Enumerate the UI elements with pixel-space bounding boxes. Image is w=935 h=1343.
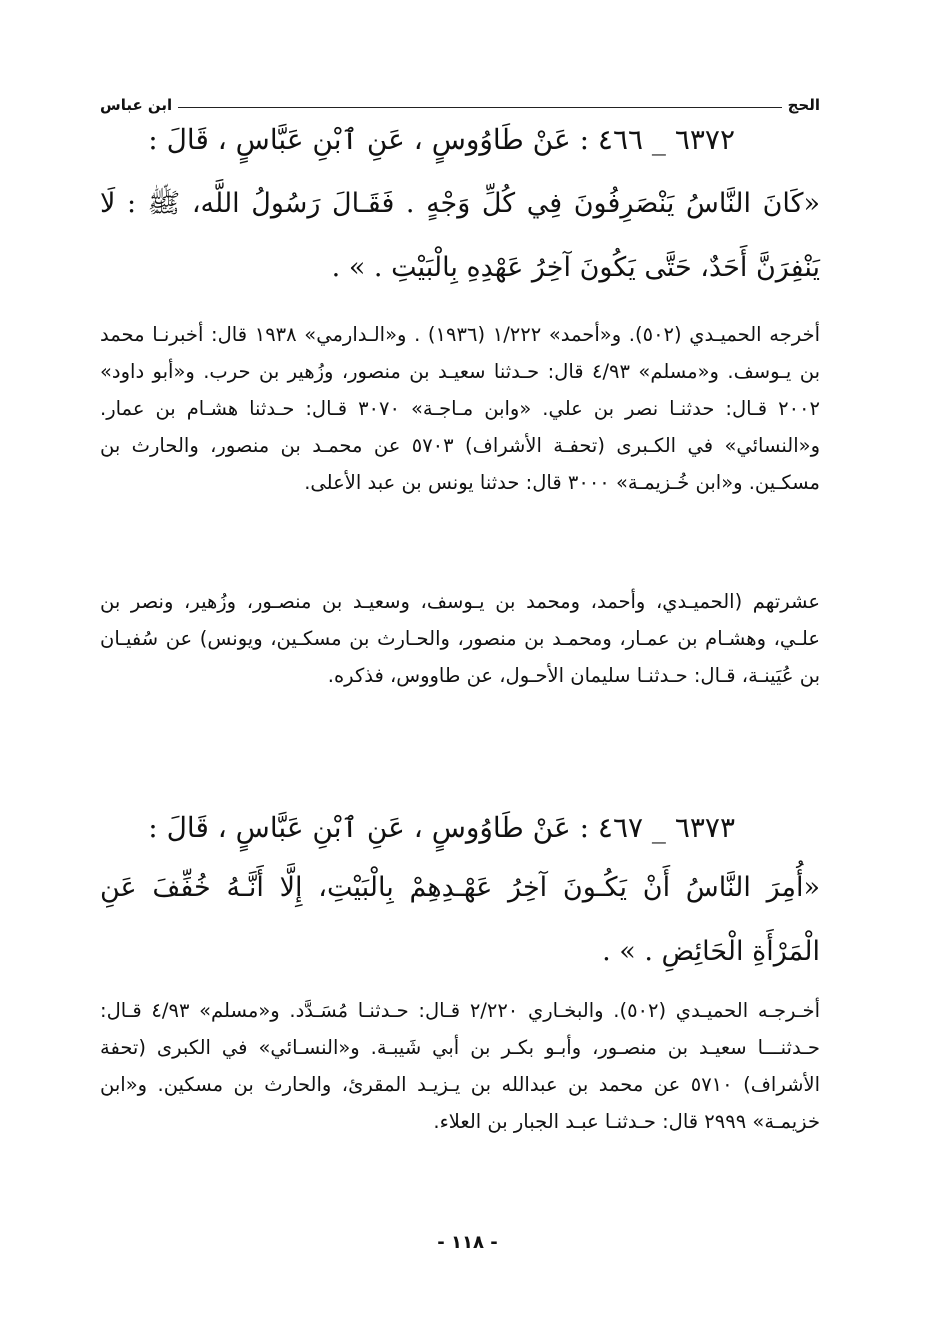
header-rule bbox=[178, 107, 781, 108]
hadith-467-heading: ٦٣٧٣ _ ٤٦٧ : عَنْ طَاوُوسٍ ، عَنِ ٱبْنِ عَبَّاسٍ ، قَالَ : bbox=[148, 811, 735, 844]
section-title: ابن عباس bbox=[100, 96, 173, 114]
chapter-title: الحج bbox=[787, 96, 820, 114]
running-header bbox=[100, 84, 820, 114]
hadith-466-takhrij: أخرجه الحميـدي (٥٠٢). و«أحمد» ١/٢٢٢ (١٩٣٦) . و«الـدارمي» ١٩٣٨ قال: أخبرنـا محمد بن يـوسف. و«مسلم» ٤/٩٣ قال: حـدثنا سعيـد بن منصور، وزُهير بن حرب. و«أبو داود» ٢٠٠٢ قـال: حدثنـا نصر بن علي. «وابن مـاجـة» ٣٠٧٠ قـال: حـدثنا هشـام بن عمار. و«النسائي» في الكـبرى (تحفـة الأشراف) ٥٧٠٣ عن محمـد بن منصور، والحارث بن مسكـين. و«ابن خُـزيمـة» ٣٠٠٠ قال: حدثنا يونس بن عبد الأعلى. bbox=[100, 323, 820, 494]
hadith-466-heading: ٦٣٧٢ _ ٤٦٦ : عَنْ طَاوُوسٍ ، عَنِ ٱبْنِ عَبَّاسٍ ، قَالَ : bbox=[148, 123, 735, 156]
hadith-467-takhrij: أخـرجـه الحميـدي (٥٠٢). والبخـاري ٢/٢٢٠ قـال: حـدثنـا مُسَـدَّد. و«مسلم» ٤/٩٣ قـال: حـدثنـــا سعيـد بن منصـور، وأبـو بكـر بن أبي شَيبـة. و«النسـائي» في الكبرى (تحفة الأشراف) ٥٧١٠ عن محمد بن عبدالله بن يـزيـد المقرئ، والحارث بن مسكين. و«ابن خزيمـة» ٢٩٩٩ قال: حـدثنـا عبـد الجبار بن العلاء. bbox=[100, 999, 820, 1133]
hadith-467-text: «أُمِرَ النَّاسُ أَنْ يَكُـونَ آخِرُ عَهْـدِهِمْ بِالْبَيْتِ، إِلَّا أَنَّـهُ خُفِّفَ عَنِ الْمَرْأَةِ الْحَائِضِ . » . bbox=[100, 872, 820, 967]
hadith-466-isnad-summary: عشرتهم (الحميـدي، وأحمد، ومحمد بن يـوسف، وسعيـد بن منصـور، وزُهير، ونصر بن علـي، وهشـام بن عمـار، ومحمـد بن منصور، والحـارث بن مسكـين، ويونس) عن سُفيـان بن عُيَينـة، قـال: حـدثنـا سليمان الأحـول، عن طاووس، فذكره. bbox=[100, 590, 820, 687]
hadith-466-text: «كَانَ النَّاسُ يَنْصَرِفُونَ فِي كُلِّ وَجْهٍ . فَقَـالَ رَسُولُ اللَّه، ﷺ : لَا يَنْفِرَنَّ أَحَدٌ، حَتَّى يَكُونَ آخِرُ عَهْدِهِ بِالْبَيْتِ . » . bbox=[100, 188, 820, 283]
page-number: - ١١٨ - bbox=[437, 1232, 498, 1253]
